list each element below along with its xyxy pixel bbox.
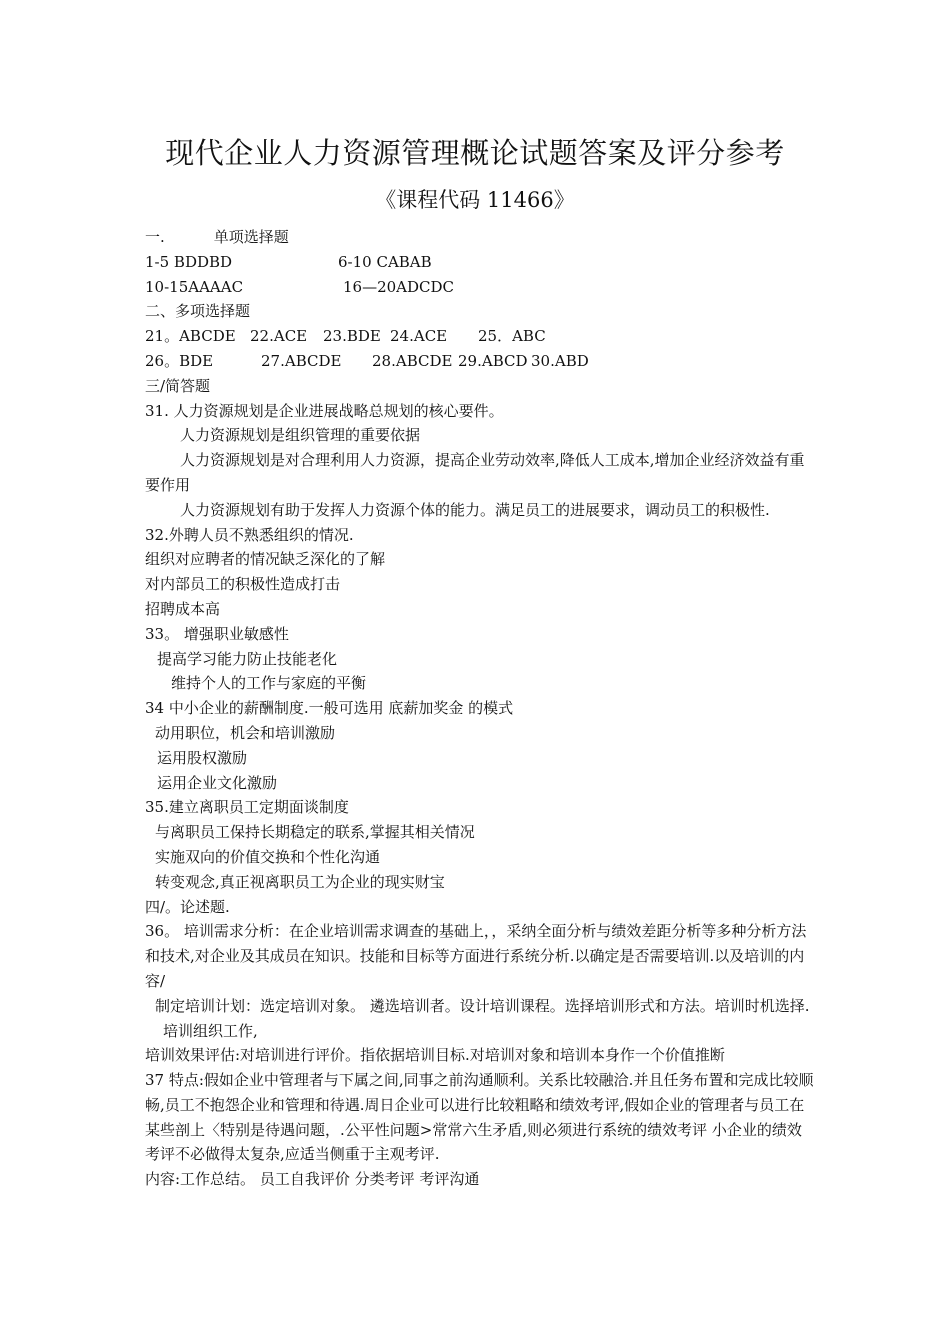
section-4-heading: 四/。论述题.	[145, 897, 230, 916]
answer-1-5: 1-5 BDDBD	[145, 252, 233, 271]
answer-27: 27.ABCDE	[261, 351, 342, 370]
q33-line: 33。 增强职业敏感性	[145, 624, 289, 643]
q36-paragraph: 培训效果评估:对培训进行评价。指依据培训目标.对培训对象和培训本身作一个价值推断	[145, 1046, 725, 1065]
answer-30: 30.ABD	[531, 351, 589, 370]
section-1-heading	[145, 225, 815, 250]
answer-29: 29.ABCD	[458, 351, 528, 370]
q34-line: 34 中小企业的薪酬制度.一般可选用 底薪加奖金 的模式	[145, 699, 514, 718]
q37-paragraph: 37 特点:假如企业中管理者与下属之间,同事之前沟通顺利。关系比较融洽.并且任务布置和完成比较顺畅,员工不抱怨企业和管理和待遇.周日企业可以进行比较粗略和绩效考评,假如企业的管理者与员工在某些剖上〈特别是待遇问题，.公平性问题>常常六生矛盾,则必须进行系统的绩效考评 小企业的绩效考评不必做得太复杂,应适当侧重于主观考评.	[145, 1071, 814, 1164]
q31-line: 人力资源规划是对合理利用人力资源，提高企业劳动效率,降低人工成本,增加企业经济效益有重要作用	[145, 451, 805, 494]
q33-line: 维持个人的工作与家庭的平衡	[171, 674, 367, 693]
answer-21: 21。ABCDE	[145, 327, 236, 346]
q35-line: 实施双向的价值交换和个性化沟通	[155, 847, 381, 866]
q32-line: 32.外聘人员不熟悉组织的情况.	[145, 525, 354, 544]
q32-line: 对内部员工的积极性造成打击	[145, 575, 341, 594]
section-2-heading: 二、多项选择题	[145, 302, 251, 321]
q34-line: 运用企业文化激励	[157, 773, 278, 792]
q31-line: 31. 人力资源规划是企业进展战略总规划的核心要件。	[145, 401, 504, 420]
q34-line: 运用股权激励	[157, 748, 248, 767]
answer-10-15: 10-15AAAAC	[145, 277, 244, 296]
answer-row	[145, 250, 815, 275]
answer-16-20: 16—20ADCDC	[343, 277, 455, 296]
q36-paragraph: 制定培训计划：选定培训对象。 遴选培训者。设计培训课程。选择培训形式和方法。培训时机选择.培训组织工作,	[155, 996, 810, 1040]
q35-line: 转变观念,真正视离职员工为企业的现实财宝	[155, 872, 445, 891]
answer-row	[145, 349, 815, 374]
answer-row	[145, 275, 815, 300]
answer-row	[145, 324, 815, 349]
answer-25: 25．ABC	[478, 327, 546, 346]
q33-line: 提高学习能力防止技能老化	[157, 649, 338, 668]
q32-line: 招聘成本高	[145, 599, 221, 618]
document-title: 现代企业人力资源管理概论试题答案及评分参考	[165, 136, 785, 170]
answer-24: 24.ACE	[390, 327, 448, 346]
course-code-subtitle: 《课程代码 11466》	[375, 188, 575, 212]
section-1-title: 单项选择题	[213, 228, 289, 246]
answer-28: 28.ABCDE	[372, 351, 453, 370]
q37-paragraph: 内容:工作总结。 员工自我评价 分类考评 考评沟通	[145, 1170, 480, 1189]
answer-23: 23.BDE	[323, 327, 381, 346]
section-3-heading: 三/简答题	[145, 376, 211, 395]
q34-line: 动用职位，机会和培训激励	[155, 723, 336, 742]
q31-line: 人力资源规划是组织管理的重要依据	[180, 426, 421, 445]
answer-22: 22.ACE	[250, 327, 308, 346]
q35-line: 与离职员工保持长期稳定的联系,掌握其相关情况	[155, 823, 475, 842]
answer-body	[145, 225, 815, 1192]
q35-line: 35.建立离职员工定期面谈制度	[145, 798, 349, 817]
section-1-number: 一.	[145, 228, 165, 246]
q32-line: 组织对应聘者的情况缺乏深化的了解	[145, 550, 386, 569]
q36-paragraph: 36。 培训需求分析：在企业培训需求调查的基础上，，采纳全面分析与绩效差距分析等多种分析方法和技术,对企业及其成员在知识。技能和目标等方面进行系统分析.以确定是否需要培训.以及培训的内容/	[145, 922, 807, 990]
q31-line: 人力资源规划有助于发挥人力资源个体的能力。满足员工的进展要求，调动员工的积极性.	[180, 500, 770, 519]
answer-26: 26。BDE	[145, 351, 214, 370]
answer-6-10: 6-10 CABAB	[338, 252, 432, 271]
